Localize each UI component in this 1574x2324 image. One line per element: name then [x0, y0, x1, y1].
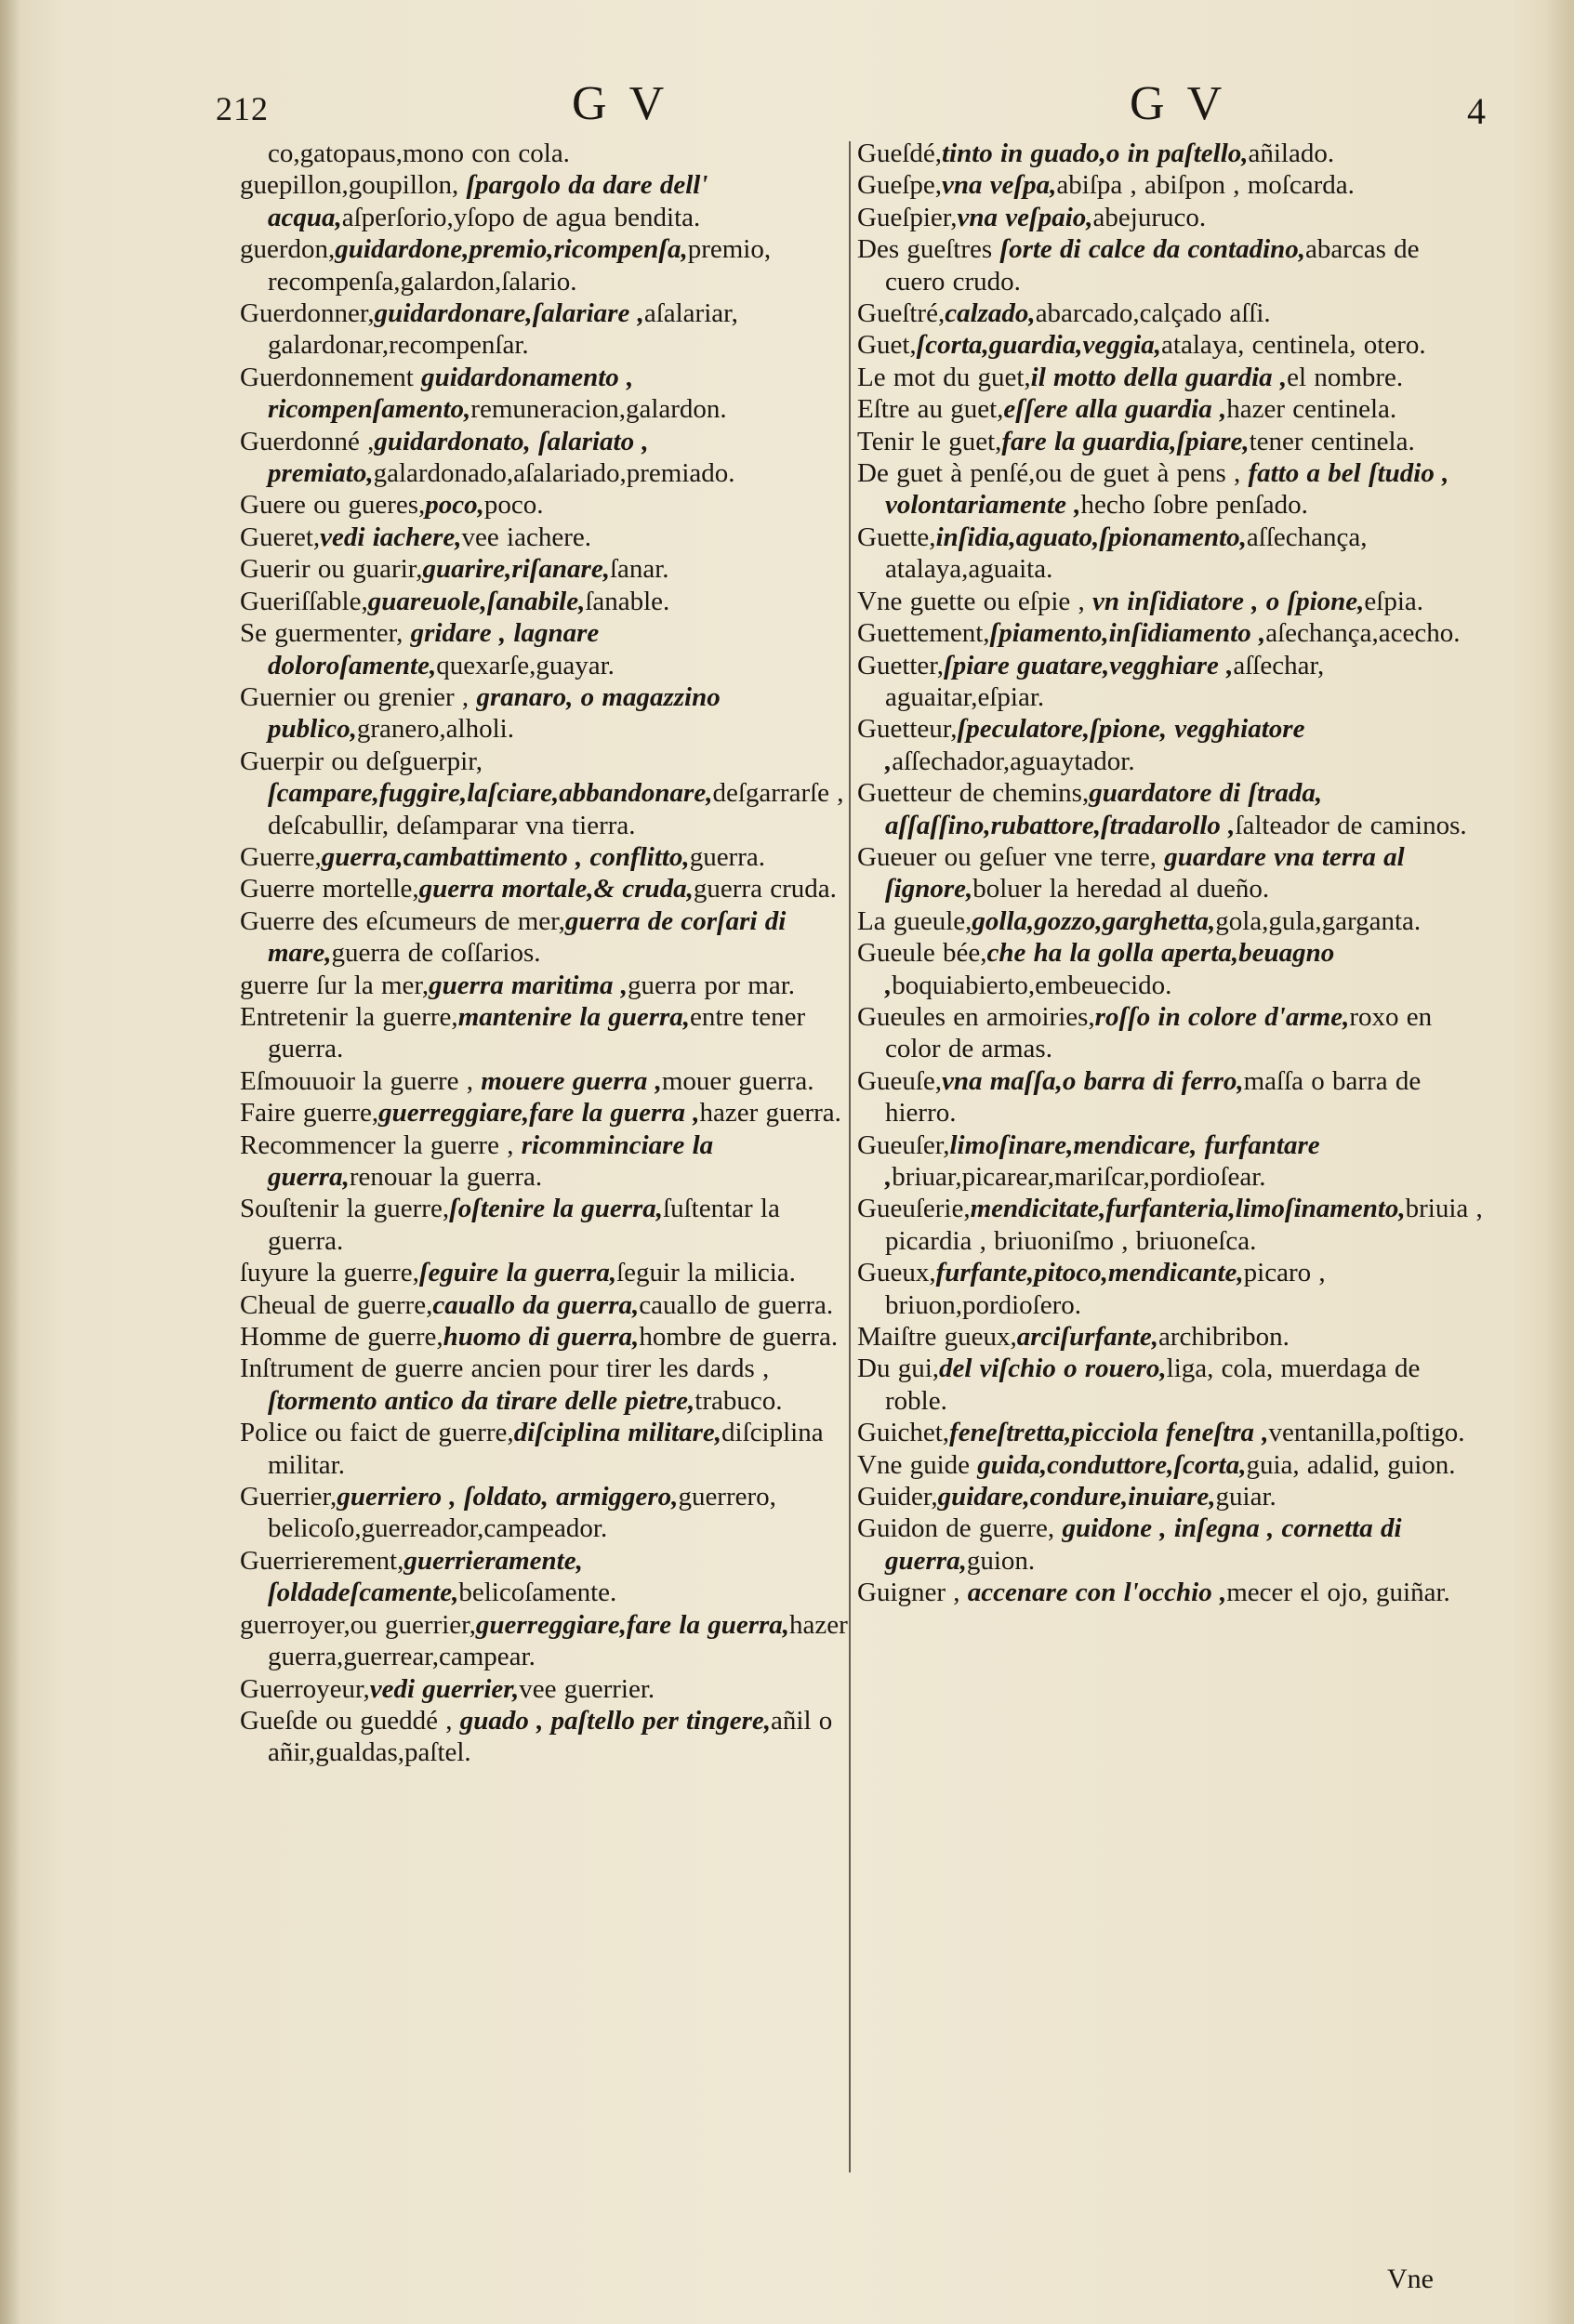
dictionary-entry [240, 1353, 853, 1417]
italian-gloss: guerreggiare,fare la guerra, [475, 1609, 790, 1640]
italian-gloss: vedi iachere, [320, 522, 462, 552]
headword: Guerre des eſcumeurs de mer, [240, 905, 565, 936]
spanish-gloss: aſſechador,aguaytador. [892, 746, 1135, 776]
spanish-gloss: mecer el ojo, guiñar. [1226, 1578, 1450, 1608]
headword: Guere ou gueres, [240, 490, 426, 521]
page-number: 212 [216, 90, 269, 127]
headword: Se guermenter, [240, 618, 411, 649]
spanish-gloss: boquiabierto,embeuecido. [892, 970, 1172, 1000]
spanish-gloss: hazer centinela. [1226, 394, 1397, 425]
spanish-gloss: ventanilla,poſtigo. [1268, 1418, 1465, 1448]
dictionary-entry [240, 1193, 853, 1257]
spanish-gloss: guerrero, belicoſo,guerreador,campeador. [268, 1482, 776, 1544]
italian-gloss: del viſchio o rouero, [939, 1353, 1167, 1384]
spanish-gloss: picaro , briuon,pordioſero. [885, 1258, 1326, 1320]
spanish-gloss: aſſechança, atalaya,aguaita. [885, 522, 1368, 585]
headword: Gueuſer, [857, 1129, 950, 1160]
italian-gloss: poco, [425, 490, 484, 521]
header-mark: 4 [1467, 90, 1486, 132]
dictionary-entry [857, 202, 1485, 233]
headword: Gueriſſable, [240, 586, 368, 616]
spanish-gloss: roxo en color de armas. [885, 1001, 1433, 1064]
dictionary-entry [240, 617, 853, 681]
italian-gloss: eſſere alla guardia , [1003, 394, 1227, 425]
spanish-gloss: guia, adalid, guion. [1246, 1449, 1456, 1480]
headword: Inſtrument de guerre ancien pour tirer les dards , [240, 1353, 770, 1384]
spanish-gloss: atalaya, centinela, otero. [1161, 330, 1426, 361]
italian-gloss: guidardonato, ſalariato , premiato, [268, 426, 649, 489]
spanish-gloss: mouer guerra. [661, 1065, 814, 1096]
column-rule [849, 141, 851, 2172]
headword: Tenir le guet, [857, 426, 1002, 456]
headword: Guerir ou guarir, [240, 554, 423, 585]
dictionary-entry [857, 650, 1485, 714]
spanish-gloss: ſuſtentar la guerra. [268, 1194, 780, 1256]
spanish-gloss: ſanable. [585, 586, 670, 616]
headword: Guet, [857, 330, 917, 361]
dictionary-entry [240, 138, 853, 169]
spanish-gloss: cauallo de guerra. [639, 1289, 834, 1320]
dictionary-entry [857, 1353, 1485, 1417]
spanish-gloss: guerra por mar. [628, 970, 795, 1000]
dictionary-entry [857, 1129, 1485, 1194]
dictionary-entry [857, 138, 1485, 169]
dictionary-entry [857, 777, 1485, 841]
dictionary-entry [240, 1065, 853, 1097]
dictionary-entry [240, 905, 853, 970]
headword: Homme de guerre, [240, 1322, 443, 1353]
italian-gloss: vna veſpa, [942, 170, 1057, 201]
headword: Gueſpe, [857, 170, 942, 201]
italian-gloss: ſorte di calce da contadino, [999, 234, 1305, 265]
headword: Guerpir ou deſguerpir, [240, 746, 483, 776]
spanish-gloss: hazer guerra. [699, 1098, 841, 1129]
italian-gloss: mendicitate,furfanteria,limoſinamento, [970, 1194, 1406, 1224]
dictionary-entry [240, 362, 853, 426]
italian-gloss: guerra de corſari di mare, [268, 905, 787, 969]
italian-gloss: ſcorta,guardia,veggia, [916, 330, 1162, 361]
italian-gloss: guarire,riſanare, [422, 554, 610, 585]
dictionary-entry [857, 169, 1485, 201]
dictionary-entry [857, 1193, 1485, 1257]
italian-gloss: accenare con l'occhio , [967, 1578, 1227, 1608]
italian-gloss: guerra mortale,& cruda, [418, 874, 694, 905]
dictionary-entry [240, 586, 853, 617]
dictionary-entry [857, 1321, 1485, 1353]
dictionary-entry [240, 1257, 853, 1288]
italian-gloss: ſoſtenire la guerra, [449, 1194, 664, 1224]
italian-gloss: vna maſſa,o barra di ferro, [942, 1065, 1244, 1096]
headword: Guettement, [857, 618, 990, 649]
spanish-gloss: abejuruco. [1092, 202, 1207, 232]
spanish-gloss: gola,gula,garganta. [1215, 905, 1422, 936]
spanish-gloss: abarcas de cuero crudo. [885, 234, 1420, 297]
dictionary-entry [240, 1673, 853, 1705]
spanish-gloss: briuia , picardia , briuoniſmo , briuoneſca. [885, 1194, 1483, 1256]
headword: Vne guette ou eſpie , [857, 586, 1093, 616]
spanish-gloss: archibribon. [1157, 1322, 1290, 1353]
italian-gloss: fatto a bel ſtudio , volontariamente , [885, 458, 1449, 521]
dictionary-entry [240, 522, 853, 553]
dictionary-entry [857, 1449, 1485, 1481]
headword: Guerdonner, [240, 298, 375, 329]
dictionary-entry [240, 1545, 853, 1609]
italian-gloss: vedi guerrier, [369, 1673, 520, 1704]
italian-gloss: guerreggiare,fare la guerra , [378, 1098, 700, 1129]
headword: Des gueſtres [857, 234, 1000, 265]
spanish-gloss: aſechança,acecho. [1265, 618, 1461, 649]
headword: Gueſtré, [857, 298, 946, 329]
headword: Gueux, [857, 1258, 936, 1288]
italian-gloss: ſeguire la guerra, [418, 1258, 617, 1288]
italian-gloss: ſpiamento,inſidiamento , [989, 618, 1266, 649]
headword: Gueſpier, [857, 202, 958, 232]
dictionary-entry [240, 233, 853, 297]
dictionary-entry [857, 1512, 1485, 1577]
italian-gloss: mantenire la guerra, [457, 1001, 691, 1032]
spanish-gloss: hazer guerra,guerrear,campear. [268, 1609, 848, 1672]
italian-gloss: guidare,condure,inuiare, [937, 1482, 1216, 1512]
dictionary-entry [857, 1001, 1485, 1065]
spanish-gloss: quexarſe,guayar. [436, 650, 615, 680]
spanish-gloss: guiar. [1215, 1482, 1276, 1512]
spanish-gloss: liga, cola, muerdaga de roble. [885, 1353, 1421, 1416]
catchword: Vne [1387, 2264, 1434, 2294]
spanish-gloss: tener centinela. [1249, 426, 1415, 456]
headword: Cheual de guerre, [240, 1289, 433, 1320]
italian-gloss: guida,conduttore,ſcorta, [977, 1449, 1247, 1480]
headword: guerdon, [240, 234, 336, 265]
dictionary-entry [240, 169, 853, 233]
italian-gloss: guidardonare,ſalariare , [374, 298, 644, 329]
headword: Guetteur de chemins, [857, 778, 1090, 809]
running-header-left: G V [572, 77, 670, 130]
right-column [857, 138, 1485, 1609]
headword: Entretenir la guerre, [240, 1001, 458, 1032]
spanish-gloss: premio, recompenſa,galardon,ſalario. [268, 234, 772, 297]
dictionary-entry [240, 1289, 853, 1321]
spanish-gloss: añil o añir,gualdas,paſtel. [268, 1705, 833, 1768]
italian-gloss: guidone , inſegna , cornetta di guerra, [885, 1513, 1402, 1576]
dictionary-entry [240, 873, 853, 905]
dictionary-entry [240, 426, 853, 490]
headword: Guerroyeur, [240, 1673, 370, 1704]
italian-gloss: guardare vna terra al ſignore, [885, 841, 1405, 905]
italian-gloss: il motto della guardia , [1030, 362, 1288, 392]
dictionary-entry [240, 1129, 853, 1194]
dictionary-entry [240, 489, 853, 521]
headword: Maiſtre gueux, [857, 1322, 1017, 1353]
spanish-gloss: trabuco. [694, 1385, 783, 1416]
spanish-gloss: granero,alholi. [356, 714, 514, 745]
italian-gloss: calzado, [945, 298, 1036, 329]
italian-gloss: guerra maritima , [429, 970, 628, 1000]
dictionary-entry [857, 297, 1485, 329]
headword: Guerre, [240, 841, 322, 872]
dictionary-entry [240, 1097, 853, 1129]
headword: Gueule bée, [857, 938, 987, 969]
italian-gloss: granaro, o magazzino publico, [268, 681, 721, 745]
italian-gloss: vna veſpaio, [957, 202, 1093, 232]
dictionary-entry [240, 746, 853, 841]
spanish-gloss: añilado. [1248, 139, 1335, 168]
dictionary-entry [857, 522, 1485, 586]
spanish-gloss: ſeguir la milicia. [616, 1258, 796, 1288]
spanish-gloss: poco. [483, 490, 544, 521]
spanish-gloss: briuar,picarear,mariſcar,pordioſear. [892, 1162, 1266, 1192]
dictionary-entry [857, 329, 1485, 361]
italian-gloss: ſtormento antico da tirare delle pietre, [268, 1385, 695, 1416]
italian-gloss: guerrieramente, ſoldadeſcamente, [268, 1545, 583, 1608]
italian-gloss: guidardonamento , ricompenſamento, [268, 362, 634, 425]
italian-gloss: ſcampare,fuggire,laſciare,abbandonare, [268, 778, 713, 809]
dictionary-entry [857, 457, 1485, 522]
italian-gloss: guidardone,premio,ricompenſa, [335, 234, 688, 265]
spanish-gloss: renouar la guerra. [349, 1162, 543, 1192]
headword: Guider, [857, 1482, 938, 1512]
headword: Eſmouuoir la guerre , [240, 1065, 482, 1096]
left-column [240, 138, 853, 1769]
italian-gloss: tinto in guado,o in paſtello, [942, 139, 1249, 168]
headword: Vne guide [857, 1449, 978, 1480]
italian-gloss: guardatore di ſtrada, aſſaſſino,rubattore,ſtradarollo , [885, 778, 1323, 840]
headword: Guerdonnement [240, 362, 422, 392]
dictionary-entry [240, 297, 853, 362]
italian-gloss: ſpargolo da dare dell' acqua, [268, 170, 708, 232]
italian-gloss: arciſurfante, [1016, 1322, 1158, 1353]
dictionary-entry [857, 905, 1485, 937]
spanish-gloss: abiſpa , abiſpon , moſcarda. [1056, 170, 1355, 201]
spanish-gloss: vee guerrier. [519, 1673, 655, 1704]
headword: Gueuer ou geſuer vne terre, [857, 841, 1165, 872]
spanish-gloss: boluer la heredad al dueño. [972, 874, 1270, 905]
headword: Guernier ou grenier , [240, 681, 477, 712]
headword: Recommencer la guerre , [240, 1129, 522, 1160]
spanish-gloss: entre tener guerra. [268, 1001, 806, 1064]
spanish-gloss: guerra cruda. [693, 874, 837, 905]
spanish-gloss: guerra de coſſarios. [331, 938, 541, 969]
headword: Gueſdé, [857, 139, 942, 168]
spanish-gloss: belicoſamente. [458, 1578, 617, 1608]
dictionary-entry [857, 1577, 1485, 1608]
headword: Guerrier, [240, 1482, 337, 1512]
italian-gloss: guerriero , ſoldato, armiggero, [337, 1482, 679, 1512]
dictionary-entry [240, 970, 853, 1001]
dictionary-entry [857, 841, 1485, 905]
dictionary-entry [857, 233, 1485, 297]
spanish-gloss: vee iachere. [461, 522, 591, 552]
dictionary-entry [857, 1257, 1485, 1321]
italian-gloss: huomo di guerra, [443, 1322, 640, 1353]
running-header-right: G V [1130, 77, 1228, 130]
dictionary-entry [240, 1321, 853, 1353]
spanish-gloss: maſſa o barra de hierro. [885, 1065, 1422, 1129]
dictionary-entry [857, 362, 1485, 393]
dictionary-entry [240, 1609, 853, 1673]
italian-gloss: diſciplina militare, [513, 1418, 722, 1448]
spanish-gloss: remuneracion,galardon. [470, 394, 727, 425]
spanish-gloss: eſpia. [1364, 586, 1424, 616]
italian-gloss: feneſtretta,picciola feneſtra , [949, 1418, 1269, 1448]
dictionary-entry [240, 1481, 853, 1545]
dictionary-entry [857, 426, 1485, 457]
headword: Gueuſe, [857, 1065, 942, 1096]
spanish-gloss: ſalteador de caminos. [1235, 810, 1467, 840]
headword: guerroyer,ou guerrier, [240, 1609, 476, 1640]
spanish-gloss: deſgarrarſe , deſcabullir, deſamparar vna tierra. [268, 778, 844, 840]
italian-gloss: guado , paſtello per tingere, [459, 1705, 772, 1736]
italian-gloss: limoſinare,mendicare, furfantare , [885, 1129, 1320, 1192]
dictionary-entry [857, 1481, 1485, 1512]
dictionary-entry [240, 1001, 853, 1065]
headword: Gueſde ou gueddé , [240, 1705, 460, 1736]
headword: guepillon,goupillon, [240, 170, 467, 201]
spanish-gloss: galardonado,aſalariado,premiado. [373, 458, 735, 489]
dictionary-entry [857, 713, 1485, 777]
dictionary-entry [240, 1417, 853, 1481]
dictionary-entry [857, 937, 1485, 1001]
italian-gloss: gridare , lagnare doloroſamente, [268, 618, 600, 680]
headword: guerre ſur la mer, [240, 970, 430, 1000]
headword: ſuyure la guerre, [240, 1258, 419, 1288]
binding-shadow [0, 0, 20, 2324]
headword: Police ou faict de guerre, [240, 1418, 514, 1448]
italian-gloss: furfante,pitoco,mendicante, [935, 1258, 1244, 1288]
headword: Le mot du guet, [857, 362, 1031, 392]
spanish-gloss: co,gatopaus,mono con cola. [268, 139, 570, 168]
headword: Du gui, [857, 1353, 939, 1384]
dictionary-entry [240, 553, 853, 585]
headword: Guerrierement, [240, 1545, 404, 1576]
headword: La gueule, [857, 905, 972, 936]
spanish-gloss: aſſechar, aguaitar,eſpiar. [885, 650, 1325, 712]
spanish-gloss: el nombre. [1287, 362, 1404, 392]
spanish-gloss: abarcado,calçado aſſi. [1035, 298, 1271, 329]
spanish-gloss: aſperſorio,yſopo de agua bendita. [341, 202, 701, 232]
italian-gloss: ricomminciare la guerra, [268, 1129, 714, 1192]
dictionary-entry [857, 1417, 1485, 1448]
headword: Guigner , [857, 1578, 968, 1608]
italian-gloss: golla,gozzo,garghetta, [972, 905, 1216, 936]
spanish-gloss: hombre de guerra. [639, 1322, 839, 1353]
dictionary-entry [240, 841, 853, 873]
spanish-gloss: guerra. [689, 841, 765, 872]
headword: Guerdonné , [240, 426, 375, 456]
italian-gloss: guerra,cambattimento , conflitto, [321, 841, 690, 872]
headword: Gueuſerie, [857, 1194, 971, 1224]
dictionary-entry [240, 681, 853, 746]
headword: Guidon de guerre, [857, 1513, 1063, 1544]
dictionary-entry [857, 617, 1485, 649]
dictionary-entry [857, 1065, 1485, 1129]
italian-gloss: cauallo da guerra, [432, 1289, 640, 1320]
headword: Gueules en armoiries, [857, 1001, 1095, 1032]
italian-gloss: vn inſidiatore , o ſpione, [1092, 586, 1365, 616]
italian-gloss: roſſo in colore d'arme, [1094, 1001, 1350, 1032]
spanish-gloss: diſciplina militar. [268, 1418, 824, 1480]
italian-gloss: ſpeculatore,ſpione, vegghiatore , [885, 714, 1305, 776]
italian-gloss: inſidia,aguato,ſpionamento, [935, 522, 1247, 552]
spanish-gloss: aſalariar, galardonar,recompenſar. [268, 298, 738, 361]
spanish-gloss: ſanar. [609, 554, 669, 585]
headword: Guetter, [857, 650, 945, 680]
headword: Faire guerre, [240, 1098, 379, 1129]
headword: Guetteur, [857, 714, 958, 745]
dictionary-entry [857, 393, 1485, 425]
italian-gloss: mouere guerra , [481, 1065, 662, 1096]
spanish-gloss: guion. [966, 1545, 1036, 1576]
headword: Guerre mortelle, [240, 874, 419, 905]
headword: De guet à penſé,ou de guet à pens , [857, 458, 1249, 489]
headword: Guichet, [857, 1418, 950, 1448]
italian-gloss: fare la guardia,ſpiare, [1001, 426, 1250, 456]
dictionary-entry [857, 586, 1485, 617]
headword: Gueret, [240, 522, 321, 552]
headword: Souſtenir la guerre, [240, 1194, 450, 1224]
italian-gloss: ſpiare guatare,vegghiare , [944, 650, 1234, 680]
italian-gloss: che ha la golla aperta,beuagno , [885, 938, 1335, 1000]
spanish-gloss: hecho ſobre penſado. [1080, 490, 1308, 521]
headword: Eſtre au guet, [857, 394, 1004, 425]
italian-gloss: guareuole,ſanabile, [367, 586, 586, 616]
dictionary-entry [240, 1705, 853, 1769]
headword: Guette, [857, 522, 936, 552]
page-edge-shadow [1546, 0, 1574, 2324]
